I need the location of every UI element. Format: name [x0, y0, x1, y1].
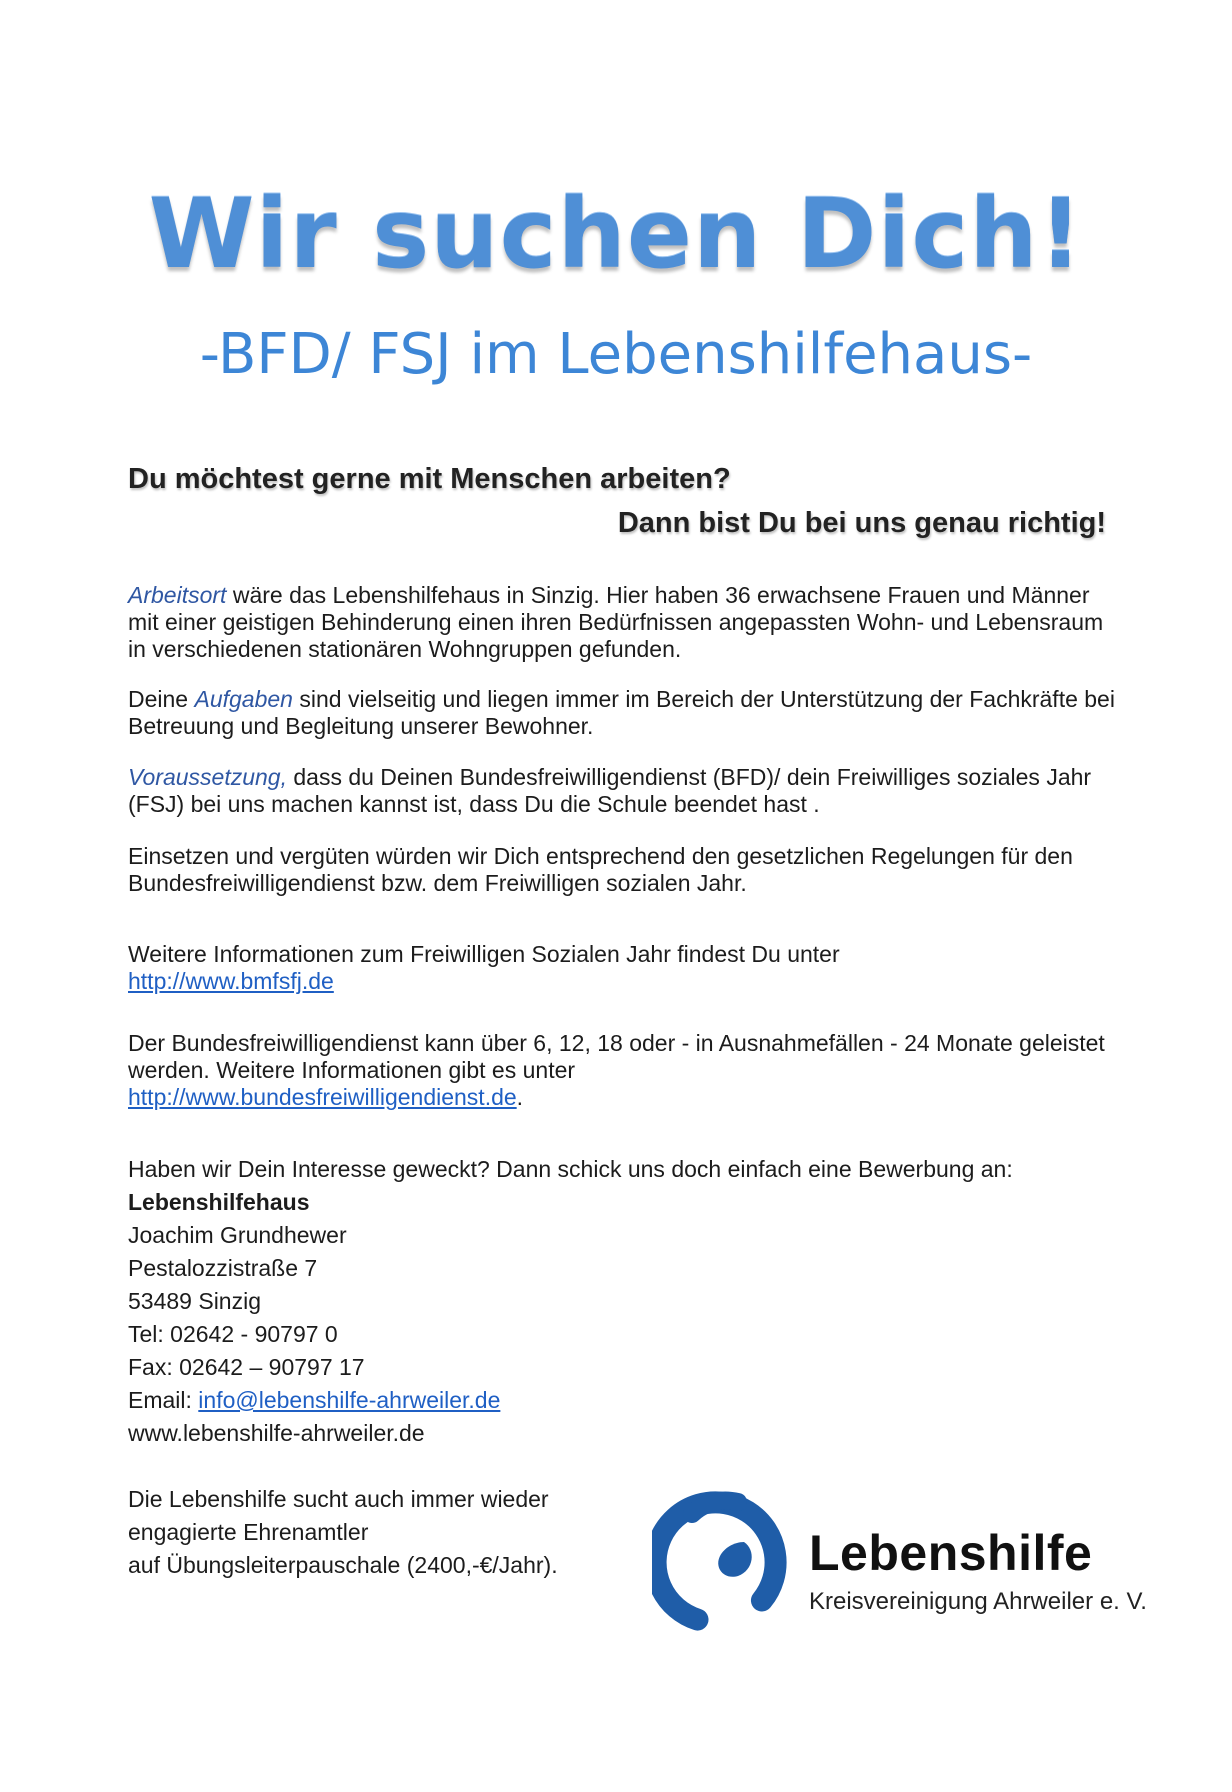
suffix-bfd-info: . — [516, 1084, 524, 1110]
emphasis-aufgaben: Aufgaben — [194, 686, 293, 712]
contact-org: Lebenshilfehaus — [128, 1189, 310, 1215]
volunteer-line-2: engagierte Ehrenamtler — [128, 1519, 369, 1545]
paragraph-aufgaben — [128, 686, 1118, 740]
paragraph-bfd-info — [128, 1030, 1118, 1111]
logo-name: Lebenshilfe — [809, 1525, 1093, 1581]
emphasis-arbeitsort: Arbeitsort — [128, 582, 227, 608]
contact-city: 53489 Sinzig — [128, 1288, 261, 1314]
text-arbeitsort: wäre das Lebenshilfehaus in Sinzig. Hier haben 36 erwachsene Frauen und Männer mit einer geistigen Behinderung einen ihren Bedürfnissen angepassten Wohn- und Lebensraum in verschiedenen stationären Wohngruppen gefunden. — [128, 582, 1104, 662]
contact-email-label: Email: — [128, 1387, 199, 1413]
text-voraussetzung: dass du Deinen Bundesfreiwilligendienst (BFD)/ dein Freiwilliges soziales Jahr (FSJ) bei uns machen kannst ist, dass Du die Schule beendet hast . — [128, 764, 1092, 817]
contact-intro: Haben wir Dein Interesse geweckt? Dann schick uns doch einfach eine Bewerbung an: — [128, 1156, 1013, 1182]
text-bfd-info: Der Bundesfreiwilligendienst kann über 6, 12, 18 oder - in Ausnahmefällen - 24 Monate geleistet werden. Weitere Informationen gibt es unter — [128, 1030, 1105, 1083]
logo-subtitle: Kreisvereinigung Ahrweiler e. V. — [809, 1588, 1147, 1615]
paragraph-verguetung — [128, 843, 1118, 897]
prefix-aufgaben: Deine — [128, 686, 195, 712]
lebenshilfe-logo — [652, 1474, 1192, 1634]
volunteer-line-1: Die Lebenshilfe sucht auch immer wieder — [128, 1486, 549, 1512]
link-bundesfreiwilligendienst[interactable]: http://www.bundesfreiwilligendienst.de — [128, 1084, 517, 1110]
paragraph-fsj-info — [128, 941, 1118, 995]
lead-question: Du möchtest gerne mit Menschen arbeiten? — [128, 463, 731, 495]
text-aufgaben: sind vielseitig und liegen immer im Bereich der Unterstützung der Fachkräfte bei Betreuung und Begleitung unserer Bewohner. — [128, 686, 1115, 739]
contact-person: Joachim Grundhewer — [128, 1222, 347, 1248]
lead-answer: Dann bist Du bei uns genau richtig! — [617, 507, 1106, 539]
text-fsj-info: Weitere Informationen zum Freiwilligen Sozialen Jahr findest Du unter — [128, 941, 840, 967]
page-title: Wir suchen Dich! — [148, 178, 1084, 290]
emphasis-voraussetzung: Voraussetzung, — [128, 764, 287, 790]
lebenshilfe-emblem-icon — [652, 1474, 802, 1634]
volunteer-note — [128, 1483, 648, 1582]
paragraph-arbeitsort — [128, 582, 1118, 663]
link-bmfsfj[interactable]: http://www.bmfsfj.de — [128, 968, 334, 994]
volunteer-line-3: auf Übungsleiterpauschale (2400,-€/Jahr). — [128, 1552, 558, 1578]
contact-street: Pestalozzistraße 7 — [128, 1255, 318, 1281]
contact-web: www.lebenshilfe-ahrweiler.de — [128, 1420, 425, 1446]
contact-email-link[interactable]: info@lebenshilfe-ahrweiler.de — [198, 1387, 501, 1413]
contact-tel: Tel: 02642 - 90797 0 — [128, 1321, 338, 1347]
paragraph-voraussetzung — [128, 764, 1118, 818]
text-verguetung: Einsetzen und vergüten würden wir Dich entsprechend den gesetzlichen Regelungen für den Bundesfreiwilligendienst bzw. dem Freiwilligen sozialen Jahr. — [128, 843, 1073, 896]
contact-fax: Fax: 02642 – 90797 17 — [128, 1354, 365, 1380]
page-subtitle: -BFD/ FSJ im Lebenshilfehaus- — [199, 322, 1033, 387]
contact-email-row — [128, 1384, 1118, 1417]
contact-block — [128, 1153, 1118, 1450]
